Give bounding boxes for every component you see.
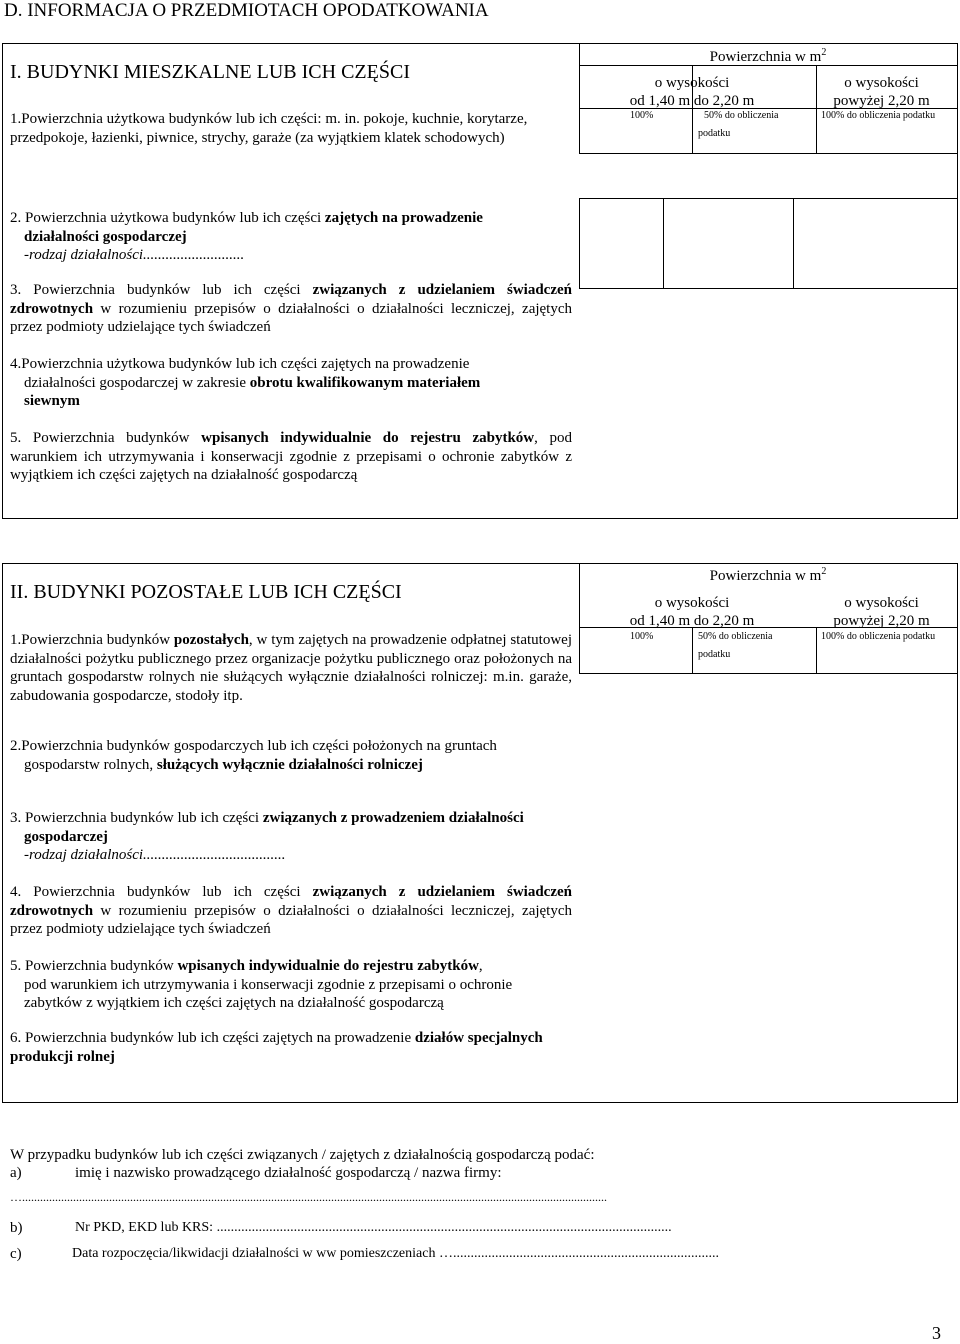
section2-item1: 1.Powierzchnia budynków pozostałych, w tym zajętych na prowadzenie odpłatnej statutowej działalności pożytku publicznego przez organizacje pożytku publicznego oraz położonych na gruntach gospodarstw rolnych nie służących wyłącznie działalności rolniczej: m.in. garaże, zabudowania gospodarcze, stodoły itp. (10, 632, 573, 704)
section1-item2: 2. Powierzchnia użytkowa budynków lub ich części zajętych na prowadzenie działalności gospodarczej -rodzaj działalności........................... (10, 210, 483, 264)
section1-item3: 3. Powierzchnia budynków lub ich części związanych z udzielaniem świadczeń zdrowotnych w rozumieniu przepisów o działalności o działalności leczniczej, zajętych przez podmioty udzielające tych świadczeń (10, 282, 572, 336)
section2-heading: II. BUDYNKI POZOSTAŁE LUB ICH CZĘŚCI (10, 581, 402, 603)
section1-heading: I. BUDYNKI MIESZKALNE LUB ICH CZĘŚCI (10, 61, 410, 83)
section1-item4: 4.Powierzchnia użytkowa budynków lub ich części zajętych na prowadzenie działalności gospodarczej w zakresie obrotu kwalifikowanym materiałem siewnym (10, 356, 481, 410)
section2-item2: 2.Powierzchnia budynków gospodarczych lub ich części położonych na gruntach gospodarstw rolnych, służących wyłącznie działalności rolniczej (10, 738, 497, 773)
section1-col-high-line2: powyżej 2,20 m (833, 93, 930, 109)
section1-pct-100-high: 100% do obliczenia podatku (821, 110, 936, 121)
section1-pct-100: 100% (630, 110, 654, 121)
section2-col-high-line1: o wysokości (844, 595, 919, 611)
section2-item5: 5. Powierzchnia budynków wpisanych indywidualnie do rejestru zabytków, pod warunkiem ich utrzymywania i konserwacji zgodnie z przepisami o ochronie zabytków z wyjątkiem ich części zajętych na działalność gospodarczą (10, 958, 513, 1012)
footer-intro: W przypadku budynków lub ich części związanych / zajętych z działalnością gospodarczą podać: (10, 1147, 595, 1163)
section2-pct-100: 100% (630, 631, 654, 642)
section2-area-label: Powierzchnia w $m^2$ (709, 566, 827, 584)
section1-col-high-line1: o wysokości (844, 75, 919, 91)
section1-col-low-line2: od 1,40 m do 2,20 m (629, 93, 755, 109)
section1-pct-50-line1: 50% do obliczenia (704, 110, 779, 121)
section2-pct-50-line2: podatku (698, 649, 731, 660)
page-number: 3 (932, 1323, 941, 1343)
footer-c-text: Data rozpoczęcia/likwidacji działalności w ww pomieszczeniach …............................................................................ (72, 1246, 719, 1261)
footer-b-label: b) (10, 1220, 23, 1236)
section1-item1-line2: przedpokoje, łazienki, piwnice, strychy, garaże (za wyjątkiem klatek schodowych) (10, 130, 505, 146)
section2-item3: 3. Powierzchnia budynków lub ich części związanych z prowadzeniem działalności gospodarczej -rodzaj działalności...................................... (10, 810, 524, 864)
section2-col-low-line2: od 1,40 m do 2,20 m (629, 613, 755, 629)
footer-dots-line: …................................................................................................................................................................................................... (10, 1190, 607, 1204)
section1-item5: 5. Powierzchnia budynków wpisanych indywidualnie do rejestru zabytków, pod warunkiem ich utrzymywania i konserwacji zgodnie z przepisami o ochronie zabytków z wyjątkiem ich części zajętych na działalność gospodarczą (10, 430, 573, 484)
section1-col-low-line1: o wysokości (654, 75, 730, 91)
footer-a-text: imię i nazwisko prowadzącego działalność gospodarczą / nazwa firmy: (75, 1165, 502, 1181)
section2-pct-100-high: 100% do obliczenia podatku (821, 631, 936, 642)
section1-item1-line1: 1.Powierzchnia użytkowa budynków lub ich części: m. in. pokoje, kuchnie, korytarze, (10, 111, 528, 127)
section1-area-label: Powierzchnia w $m^2$ (709, 47, 827, 65)
section2-pct-50-line1: 50% do obliczenia (698, 631, 773, 642)
footer-b-text: Nr PKD, EKD lub KRS: .................................................................................................................................. (75, 1220, 672, 1235)
footer-a-label: a) (10, 1165, 22, 1181)
section2-col-high-line2: powyżej 2,20 m (833, 613, 930, 629)
section2-col-low-line1: o wysokości (654, 595, 730, 611)
footer-c-label: c) (10, 1246, 22, 1262)
section1-pct-50-line2: podatku (698, 128, 731, 139)
section2-item6: 6. Powierzchnia budynków lub ich części zajętych na prowadzenie działów specjalnych produkcji rolnej (10, 1030, 543, 1065)
page-title: D. INFORMACJA O PRZEDMIOTACH OPODATKOWANIA (4, 0, 489, 21)
section2-item4: 4. Powierzchnia budynków lub ich części związanych z udzielaniem świadczeń zdrowotnych w rozumieniu przepisów o działalności o działalności leczniczej, zajętych przez podmioty udzielające tych świadczeń (10, 884, 572, 938)
